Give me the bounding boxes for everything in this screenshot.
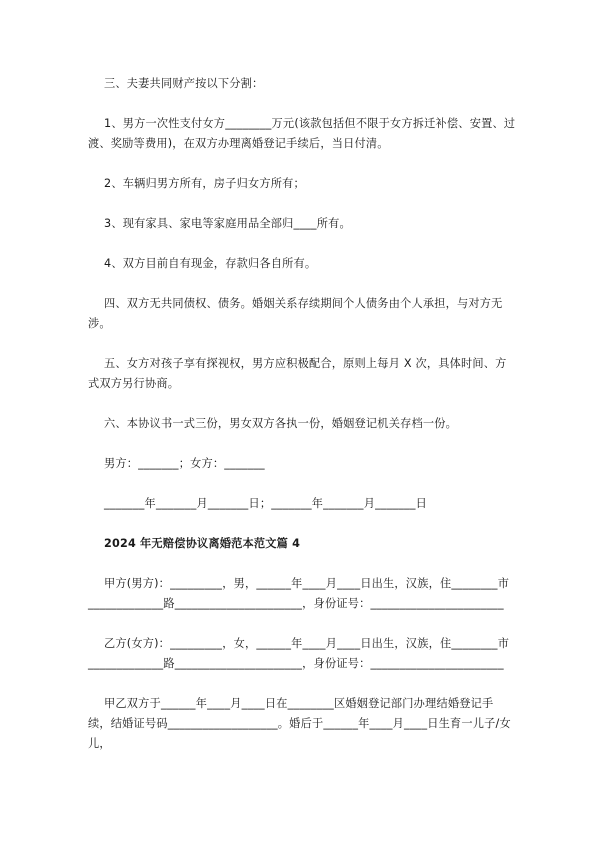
- section-4-paragraph: 四、双方无共同债权、债务。婚姻关系存续期间个人债务由个人承担，与对方无涉。: [88, 297, 503, 330]
- date-line: _______年_______月_______日；_______年_______月_______日: [104, 497, 428, 510]
- marriage-info: 甲乙双方于______年____月____日在________区婚姻登记部门办理结婚登记手续，结婚证号码___________________。婚后于______年____月____日生育一儿子/女儿，: [88, 697, 511, 750]
- party-b-info: 乙方(女方)：_________，女，______年____月____日出生，汉族，住________市_____________路______________________，身份证号：_______________________: [88, 637, 510, 670]
- clause-3-4: 4、双方目前自有现金，存款归各自所有。: [104, 257, 317, 270]
- clause-3-2: 2、车辆归男方所有，房子归女方所有；: [104, 177, 305, 190]
- section-3-heading: 三、夫妻共同财产按以下分割：: [104, 77, 264, 90]
- signature-line: 男方：_______；女方：_______: [104, 457, 265, 470]
- section-6-paragraph: 六、本协议书一式三份，男女双方各执一份，婚姻登记机关存档一份。: [104, 417, 458, 430]
- clause-3-1: 1、男方一次性支付女方________万元(该款包括但不限于女方拆迁补偿、安置、过渡、奖励等费用)，在双方办理离婚登记手续后，当日付清。: [88, 117, 516, 150]
- clause-3-3: 3、现有家具、家电等家庭用品全部归____所有。: [104, 217, 351, 230]
- section-title: 2024 年无赔偿协议离婚范本范文篇 4: [104, 537, 301, 550]
- section-5-paragraph: 五、女方对孩子享有探视权，男方应积极配合，原则上每月 X 次，具体时间、方式双方另行协商。: [88, 357, 507, 390]
- party-a-info: 甲方(男方)：_________，男，______年____月____日出生，汉族，住________市_____________路______________________，身份证号：_______________________: [88, 577, 510, 610]
